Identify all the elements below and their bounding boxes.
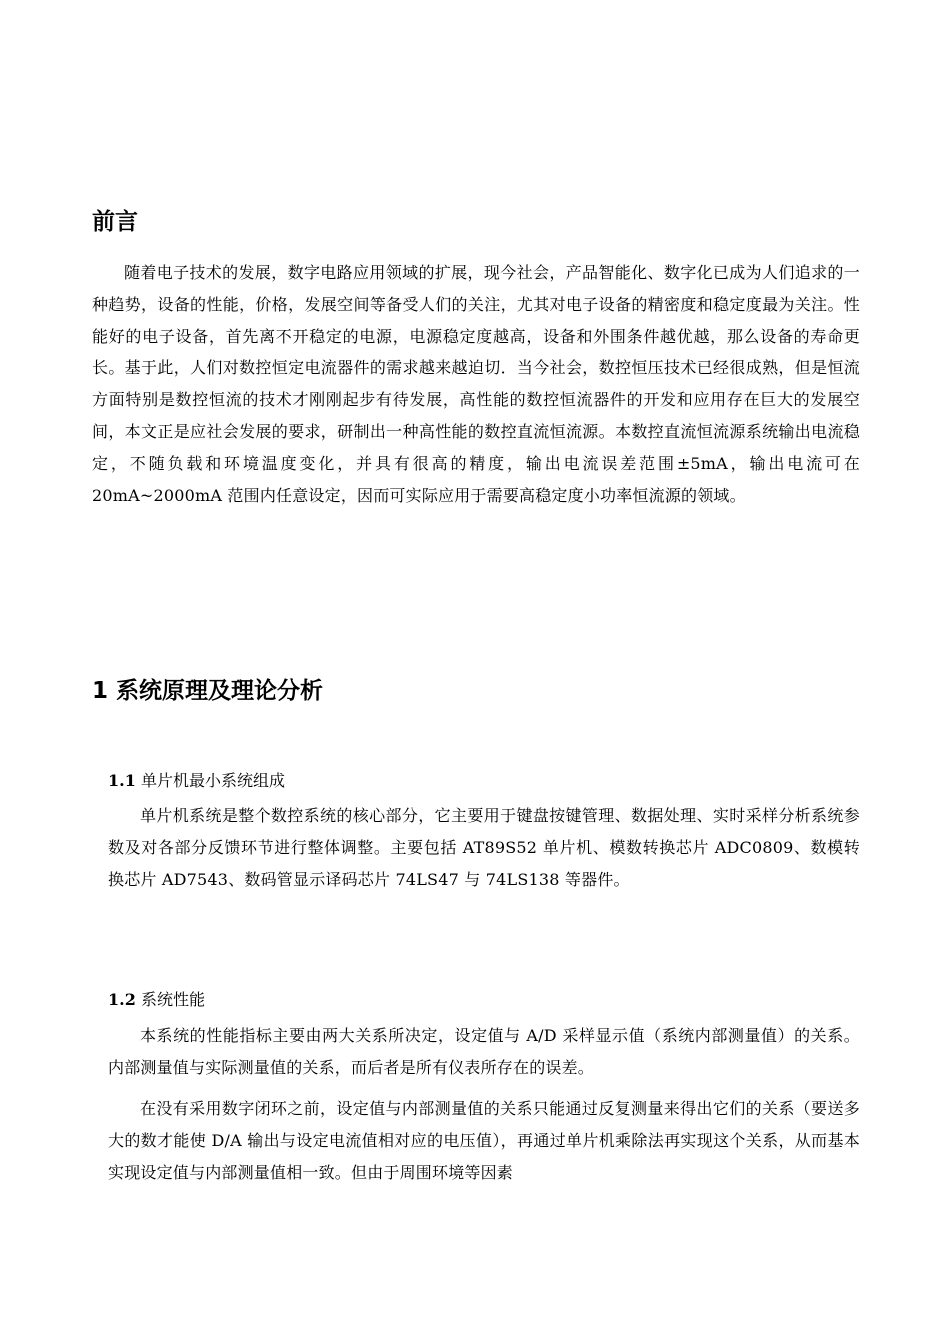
- section-1-1-number: 1.1: [108, 771, 136, 790]
- section-1-2-paragraph-2: 在没有采用数字闭环之前，设定值与内部测量值的关系只能通过反复测量来得出它们的关系（要送多大的数才能使 D/A 输出与设定电流值相对应的电压值），再通过单片机乘除法再实现这个关系，从而基本实现设定值与内部测量值相一致。但由于周围环境等因素: [108, 1099, 860, 1182]
- section-1-heading: 1 系统原理及理论分析: [92, 678, 324, 704]
- preface-paragraph: 随着电子技术的发展，数字电路应用领域的扩展，现今社会，产品智能化、数字化已成为人们追求的一种趋势，设备的性能，价格，发展空间等备受人们的关注，尤其对电子设备的精密度和稳定度最为关注。性能好的电子设备，首先离不开稳定的电源，电源稳定度越高，设备和外围条件越优越，那么设备的寿命更长。基于此，人们对数控恒定电流器件的需求越来越迫切．当今社会，数控恒压技术已经很成熟，但是恒流方面特别是数控恒流的技术才刚刚起步有待发展，高性能的数控恒流器件的开发和应用存在巨大的发展空间，本文正是应社会发展的要求，研制出一种高性能的数控直流恒流源。本数控直流恒流源系统输出电流稳定，不随负载和环境温度变化，并具有很高的精度，输出电流误差范围±5mA，输出电流可在20mA~2000mA 范围内任意设定，因而可实际应用于需要高稳定度小功率恒流源的领域。: [92, 263, 860, 505]
- preface-heading: 前言: [92, 209, 138, 235]
- section-1-2-number: 1.2: [108, 990, 136, 1009]
- section-1-1-paragraph: 单片机系统是整个数控系统的核心部分，它主要用于键盘按键管理、数据处理、实时采样分析系统参数及对各部分反馈环节进行整体调整。主要包括 AT89S52 单片机、模数转换芯片 ADC0809、数模转换芯片 AD7543、数码管显示译码芯片 74LS47 与 74LS138 等器件。: [108, 806, 860, 889]
- section-1-2-paragraph-1: 本系统的性能指标主要由两大关系所决定，设定值与 A/D 采样显示值（系统内部测量值）的关系。内部测量值与实际测量值的关系，而后者是所有仪表所存在的误差。: [108, 1026, 860, 1077]
- section-1-1-heading: [108, 769, 285, 793]
- section-1-2-title: 系统性能: [140, 990, 205, 1009]
- section-1-2-heading: [108, 988, 205, 1012]
- section-1-1-title: 单片机最小系统组成: [140, 771, 285, 790]
